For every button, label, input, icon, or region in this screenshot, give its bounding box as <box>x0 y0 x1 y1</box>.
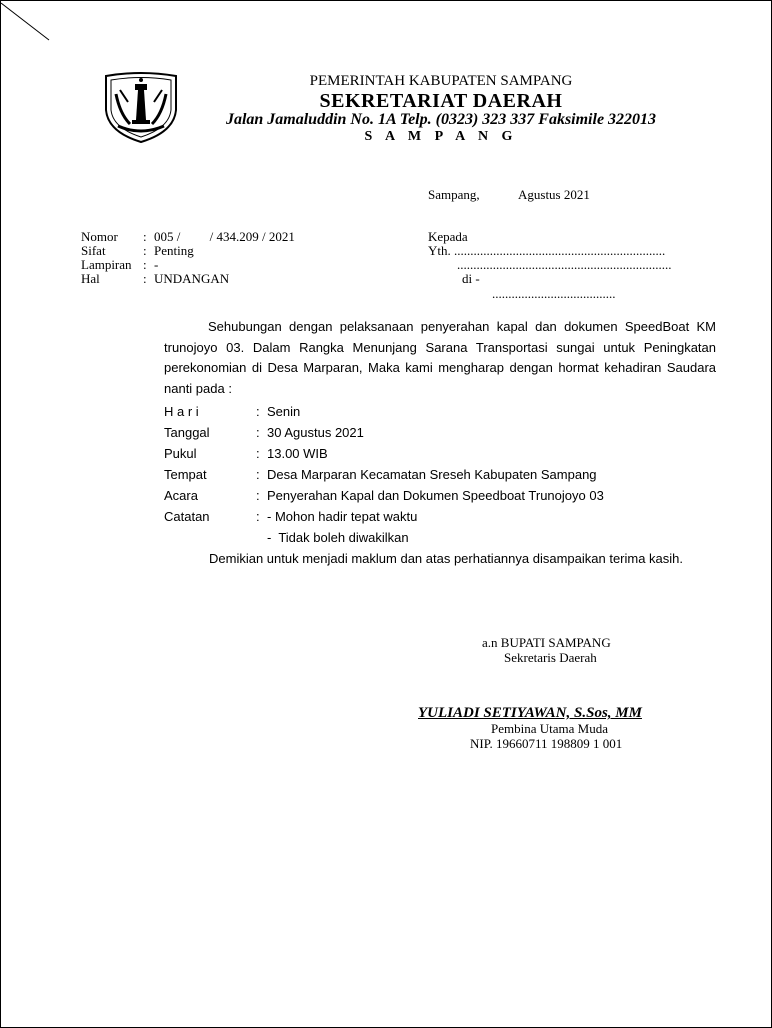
detail-value-tanggal: 30 Agustus 2021 <box>267 425 364 440</box>
detail-label-hari: H a r i <box>164 404 199 419</box>
detail-value-pukul: 13.00 WIB <box>267 446 328 461</box>
meta-label-hal: Hal <box>81 271 100 286</box>
detail-label-acara: Acara <box>164 488 198 503</box>
meta-label-lampiran: Lampiran <box>81 257 132 272</box>
detail-sep: : <box>256 488 260 503</box>
meta-value-sifat: Penting <box>154 243 194 258</box>
detail-sep: : <box>256 404 260 419</box>
recipient-yth: Yth. ................................................................. <box>428 243 666 258</box>
meta-sep: : <box>143 243 147 258</box>
header-city: S A M P A N G <box>364 129 518 144</box>
detail-value-catatan: - Mohon hadir tepat waktu <box>267 509 418 524</box>
date-place: Sampang, <box>428 187 480 202</box>
detail-label-tempat: Tempat <box>164 467 207 482</box>
meta-sep: : <box>143 229 147 244</box>
header-address: Jalan Jamaluddin No. 1A Telp. (0323) 323 337 Faksimile 322013 <box>225 111 657 128</box>
meta-value-lampiran: - <box>154 257 159 272</box>
detail-value-tempat: Desa Marparan Kecamatan Sreseh Kabupaten Sampang <box>267 467 597 482</box>
signature-rank: Pembina Utama Muda <box>491 721 608 736</box>
meta-sep: : <box>143 271 147 286</box>
detail-label-catatan: Catatan <box>164 509 210 524</box>
meta-value-nomor: 005 / / 434.209 / 2021 <box>154 229 295 244</box>
closing-sentence: Demikian untuk menjadi maklum dan atas perhatiannya disampaikan terima kasih. <box>209 551 684 566</box>
detail-label-pukul: Pukul <box>164 446 197 461</box>
detail-value-hari: Senin <box>267 404 301 419</box>
body-paragraph: Sehubungan dengan pelaksanaan penyerahan kapal dan dokumen SpeedBoat KM trunojoyo 03. Dalam Rangka Menunjang Sarana Transportasi sungai untuk Peningkatan perekonomian di Desa Marparan, Maka kami mengharap dengan hormat kehadiran Saudara nanti pada : <box>164 319 716 396</box>
detail-sep: : <box>256 509 260 524</box>
meta-label-nomor: Nomor <box>81 229 118 244</box>
detail-sep: : <box>256 425 260 440</box>
detail-sep: : <box>256 467 260 482</box>
recipient-di: di - <box>462 271 480 286</box>
signature-role: Sekretaris Daerah <box>504 650 597 665</box>
meta-value-hal: UNDANGAN <box>154 271 230 286</box>
detail-value-acara: Penyerahan Kapal dan Dokumen Speedboat Trunojoyo 03 <box>267 488 604 503</box>
recipient-kepada: Kepada <box>428 229 468 244</box>
meta-sep: : <box>143 257 147 272</box>
corner-fold-line <box>1 1 51 41</box>
detail-sep: : <box>256 446 260 461</box>
recipient-city-line: ...................................... <box>492 286 616 301</box>
signature-nip: NIP. 19660711 198809 1 001 <box>470 736 623 751</box>
recipient-address-line: .................................................................. <box>457 257 672 272</box>
detail-note-two: - Tidak boleh diwakilkan <box>267 530 409 545</box>
date-value: Agustus 2021 <box>518 187 590 202</box>
signature-name: YULIADI SETIYAWAN, S.Sos, MM <box>418 705 642 721</box>
meta-label-sifat: Sifat <box>81 243 106 258</box>
signature-an: a.n BUPATI SAMPANG <box>482 635 611 650</box>
detail-label-tanggal: Tanggal <box>164 425 210 440</box>
header-government: PEMERINTAH KABUPATEN SAMPANG <box>309 73 573 89</box>
header-secretariat: SEKRETARIAT DAERAH <box>319 90 563 112</box>
